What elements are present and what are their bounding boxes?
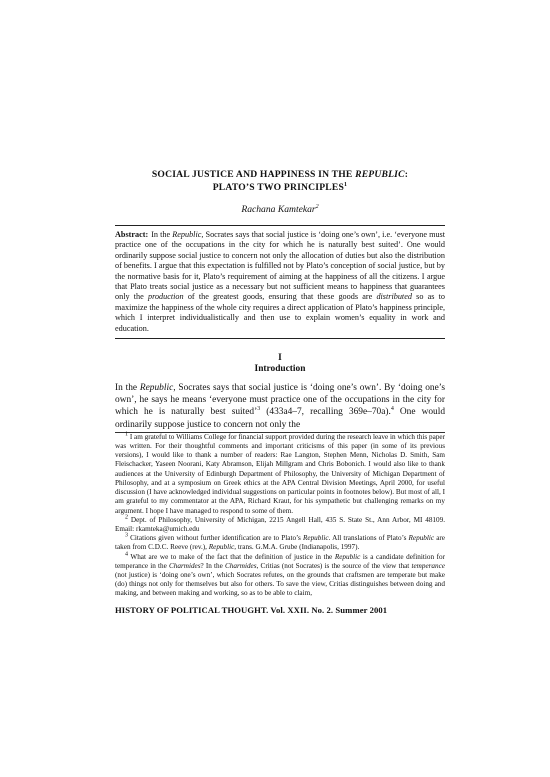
section-title: Introduction [254,364,306,375]
footnote-ref-2[interactable]: 2 [315,203,319,210]
title-line-1: SOCIAL JUSTICE AND HAPPINESS IN THE REPUBLIC: [151,169,409,180]
footnote-ref-1[interactable]: 1 [344,181,348,188]
article-title [115,168,445,194]
paper-page [115,160,445,615]
footnote-4: $^4$ What are we to make of the fact that the definition of justice in the Republic is a candidate definition for temperance in the Charmides? In the Charmides, Critias (not Socrates) is the source of the view that temperance (not justice) is ‘doing one’s own’, which Socrates refutes, on the grounds that craftsmen are temperate but make (do) things not only for themselves but also for others. To save the view, Critias distinguishes between doing and making, and between making and working, so as to be able to claim, [115,551,445,598]
section-number: I [278,353,282,364]
title-line-2: PLATO’S TWO PRINCIPLES$^1$ [212,181,348,193]
footnote-3: $^3$ Citations given without further identification are to Plato’s Republic. All translations of Plato’s Republic are taken from C.D.C. Reeve (rev.), Republic, trans. G.M.A. Grube (Indianapolis, 1997). [115,532,445,552]
author-name: Rachana Kamtekar$^2$ [241,203,319,215]
abstract-bottom-rule [115,338,445,339]
abstract: Abstract: In the Republic, Socrates says that social justice is ‘doing one’s own’, i.e. ‘everyone must practice one of the occupations in the city for which he is naturally best suited’. One would ordinarily suppose social justice to concern not only the allocation of duties but also the distribution of benefits. I argue that this expectation is fulfilled not by Plato’s conception of social justice, but by the normative basis for it, Plato’s requirement of aiming at the happiness of all the citizens. I argue that Plato treats social justice as a necessary but not sufficient means to happiness that guarantees only the production of the greatest goods, ensuring that these goods are distributed so as to maximize the happiness of the whole city requires a direct application of Plato’s happiness principle, which I interpret individualistically and then use to explain women’s equality in work and education. [115,230,446,333]
footnote-ref-3[interactable]: 3 [257,406,261,413]
footnote-2: $^2$ Dept. of Philosophy, University of Michigan, 2215 Angell Hall, 435 S. State St., Ann Arbor, MI 48109. Email: rkamteka@umich.edu [115,514,445,533]
body-paragraph: In the Republic, Socrates says that social justice is ‘doing one’s own’. By ‘doing one’s own’, he says he means ‘everyone must practice one of the occupations in the city for which he is naturally best suited’$^3$ (433a4–7, recalling 369e–70a).$^4$ One would ordinarily suppose justice to concern not only the [115,383,446,430]
abstract-label: Abstract: [115,230,149,239]
footnotes [115,433,445,599]
footnote-1: $^1$ I am grateful to Williams College for financial support provided during the research leave in which this paper was written. For their thoughtful comments and important criticisms of this paper (in some of its previous versions), I would like to thank a number of readers: Rae Langton, Stephen Menn, Nicholas D. Smith, Sam Fleischacker, Yaseen Noorani, Katy Abramson, Elijah Millgram and Chris Bobonich. I would also like to thank audiences at the University of Edinburgh Department of Philosophy, the University of Michigan Department of Philosophy, and at a symposium on Greek ethics at the APA Central Division Meetings, April 2000, for useful discussion (I have acknowledged individual suggestions on particular points in footnotes below). But most of all, I am grateful to my commentator at the APA, Richard Kraut, for his sympathetic but challenging remarks on my argument. I hope I have managed to respond to some of them. [115,431,445,515]
journal-footer: HISTORY OF POLITICAL THOUGHT. Vol. XXII. No. 2. Summer 2001 [115,604,388,615]
footnote-ref-4[interactable]: 4 [390,406,394,413]
